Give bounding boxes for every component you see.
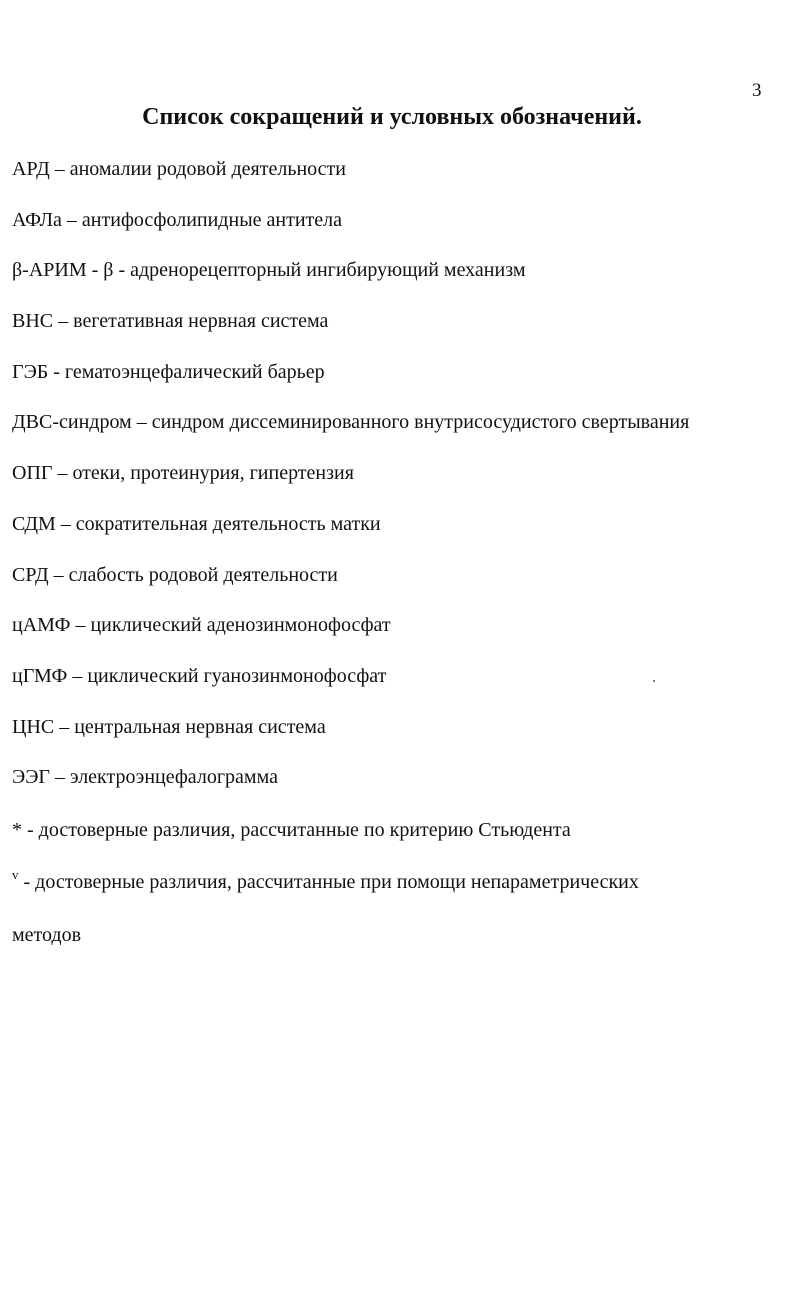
note-nonparametric — [12, 869, 782, 895]
abbreviation-entry: ДВС-синдром – синдром диссеминированного внутрисосудистого свертывания — [12, 411, 690, 434]
abbreviation-entry: ОПГ – отеки, протеинурия, гипертензия — [12, 462, 354, 485]
v-marker-symbol: v — [12, 867, 19, 882]
abbreviation-entry: ЭЭГ – электроэнцефалограмма — [12, 766, 278, 789]
note-continuation-text: методов — [12, 924, 82, 946]
abbreviation-entry: β-АРИМ - β - адренорецепторный ингибирующий механизм — [12, 259, 526, 282]
note-nonparametric-continuation — [12, 922, 782, 948]
abbreviation-list — [12, 156, 782, 815]
abbreviation-entry: цГМФ – циклический гуанозинмонофосфат — [12, 664, 387, 687]
page-number: 3 — [752, 80, 762, 101]
abbreviation-entry: СРД – слабость родовой деятельности — [12, 563, 338, 586]
abbreviation-entry: ГЭБ - гематоэнцефалический барьер — [12, 360, 325, 383]
abbreviation-entry: АФЛа – антифосфолипидные антитела — [12, 208, 342, 231]
note-student-criterion — [12, 817, 782, 843]
abbreviation-entry: цАМФ – циклический аденозинмонофосфат — [12, 614, 391, 637]
scan-speck — [653, 680, 655, 682]
note-nonparametric-text: - достоверные различия, рассчитанные при помощи непараметрических — [18, 871, 639, 893]
abbreviation-entry: ЦНС – центральная нервная система — [12, 715, 326, 738]
note-student-text: * - достоверные различия, рассчитанные по критерию Стьюдента — [12, 819, 571, 841]
abbreviation-entry: СДМ – сократительная деятельность матки — [12, 512, 381, 535]
abbreviation-entry: АРД – аномалии родовой деятельности — [12, 158, 346, 180]
page-title: Список сокращений и условных обозначений. — [142, 104, 642, 130]
abbreviation-entry: ВНС – вегетативная нервная система — [12, 310, 329, 333]
